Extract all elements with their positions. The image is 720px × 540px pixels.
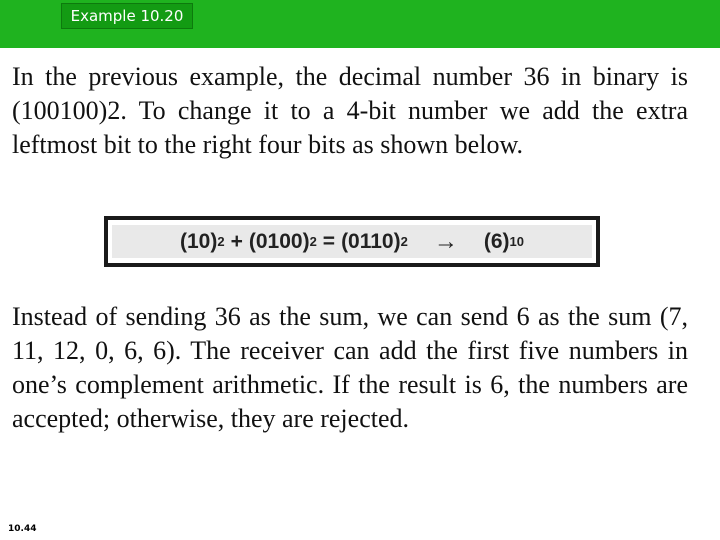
arrow-icon: → bbox=[433, 227, 458, 255]
equation-plus: + bbox=[230, 229, 243, 253]
intro-paragraph: In the previous example, the decimal number 36 in binary is (100100)2. To change it to a 4-bit number we add the extra leftmost bit to the right four bits as shown below. bbox=[12, 62, 688, 159]
equation-term-1: (10) bbox=[180, 229, 218, 253]
equation-base-2: 2 bbox=[309, 234, 317, 249]
equation-base-3: 2 bbox=[400, 234, 408, 249]
slide-number: 10.44 bbox=[8, 524, 37, 534]
conclusion-paragraph: Instead of sending 36 as the sum, we can send 6 as the sum (7, 11, 12, 0, 6, 6). The receiver can add the first five numbers in one’s complement arithmetic. If the result is 6, the numbers are accepted; otherwise, they are rejected. bbox=[12, 302, 688, 433]
header-bar bbox=[0, 0, 720, 48]
equation-equals: = bbox=[322, 229, 336, 253]
equation-base-1: 2 bbox=[217, 234, 225, 249]
equation-term-4: (6) bbox=[483, 229, 510, 253]
equation-figure bbox=[104, 216, 600, 267]
equation-term-2: (0100) bbox=[248, 229, 310, 253]
equation-base-4: 10 bbox=[509, 234, 524, 249]
equation-term-3: (0110) bbox=[341, 229, 401, 253]
equation-content bbox=[112, 225, 592, 258]
slide-title: Example 10.20 bbox=[61, 3, 193, 29]
